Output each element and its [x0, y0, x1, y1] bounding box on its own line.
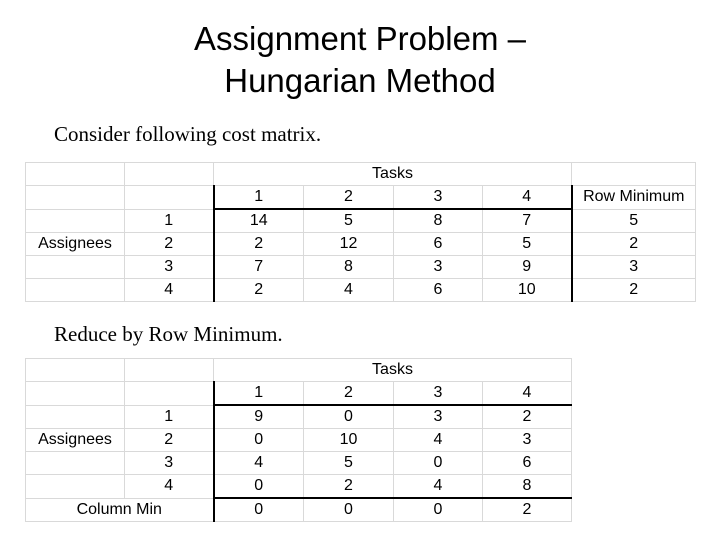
assignee-id: 4: [125, 279, 214, 302]
cost-cell: 3: [483, 429, 572, 452]
cost-cell: 4: [394, 475, 483, 499]
table-row: [26, 209, 696, 233]
cost-cell: 0: [214, 475, 304, 499]
tasks-header: Tasks: [214, 359, 572, 382]
cost-cell: 5: [304, 209, 394, 233]
cost-cell: 0: [214, 429, 304, 452]
slide-title-line2: Hungarian Method: [224, 62, 496, 99]
cost-cell: 5: [483, 233, 572, 256]
task-header: 1: [214, 186, 304, 210]
column-min-cell: 0: [304, 498, 394, 522]
task-header: 4: [483, 382, 572, 406]
task-header: 1: [214, 382, 304, 406]
assignee-id: 1: [125, 209, 214, 233]
cost-cell: 4: [304, 279, 394, 302]
row-minimum-header: Row Minimum: [572, 186, 696, 210]
cost-cell: 8: [394, 209, 483, 233]
row-minimum-cell: 2: [572, 233, 696, 256]
cost-cell: 2: [214, 279, 304, 302]
table-row: [26, 452, 572, 475]
row-minimum-cell: 5: [572, 209, 696, 233]
cost-cell: 8: [304, 256, 394, 279]
cost-cell: 4: [394, 429, 483, 452]
column-min-cell: 0: [214, 498, 304, 522]
cost-cell: 10: [483, 279, 572, 302]
cost-cell: 2: [304, 475, 394, 499]
task-header: 3: [394, 382, 483, 406]
table-row: [26, 475, 572, 499]
assignee-id: 4: [125, 475, 214, 499]
assignee-id: 3: [125, 452, 214, 475]
assignee-id: 2: [125, 429, 214, 452]
assignees-label: Assignees: [26, 429, 125, 452]
cost-cell: 7: [214, 256, 304, 279]
table-row: [26, 405, 572, 429]
column-min-label: Column Min: [26, 498, 214, 522]
task-header: 3: [394, 186, 483, 210]
cost-cell: 6: [394, 279, 483, 302]
assignee-id: 2: [125, 233, 214, 256]
assignees-label: Assignees: [26, 233, 125, 256]
table-row: [26, 429, 572, 452]
cost-cell: 4: [214, 452, 304, 475]
table-row: [26, 498, 572, 522]
task-header: 4: [483, 186, 572, 210]
cost-cell: 2: [483, 405, 572, 429]
column-min-cell: 0: [394, 498, 483, 522]
task-header: 2: [304, 186, 394, 210]
assignee-id: 1: [125, 405, 214, 429]
tasks-header: Tasks: [214, 163, 572, 186]
cost-cell: 14: [214, 209, 304, 233]
caption-cost-matrix: Consider following cost matrix.: [54, 122, 322, 146]
slide-title-line1: Assignment Problem –: [194, 20, 526, 57]
cost-cell: 3: [394, 405, 483, 429]
cost-cell: 8: [483, 475, 572, 499]
row-minimum-cell: 3: [572, 256, 696, 279]
row-reduced-matrix-table: [25, 358, 572, 522]
cost-cell: 7: [483, 209, 572, 233]
cost-cell: 0: [394, 452, 483, 475]
cost-cell: 3: [394, 256, 483, 279]
cost-cell: 5: [304, 452, 394, 475]
slide-title: [0, 18, 720, 102]
cost-cell: 9: [483, 256, 572, 279]
cost-cell: 6: [394, 233, 483, 256]
row-minimum-cell: 2: [572, 279, 696, 302]
cost-cell: 9: [214, 405, 304, 429]
caption-row-reduction: Reduce by Row Minimum.: [54, 322, 283, 346]
cost-cell: 10: [304, 429, 394, 452]
table-row: [26, 233, 696, 256]
cost-cell: 6: [483, 452, 572, 475]
cost-cell: 12: [304, 233, 394, 256]
assignee-id: 3: [125, 256, 214, 279]
cost-cell: 0: [304, 405, 394, 429]
cost-matrix-table: [25, 162, 696, 302]
cost-cell: 2: [214, 233, 304, 256]
table-row: [26, 279, 696, 302]
column-min-cell: 2: [483, 498, 572, 522]
table-row: [26, 256, 696, 279]
task-header: 2: [304, 382, 394, 406]
